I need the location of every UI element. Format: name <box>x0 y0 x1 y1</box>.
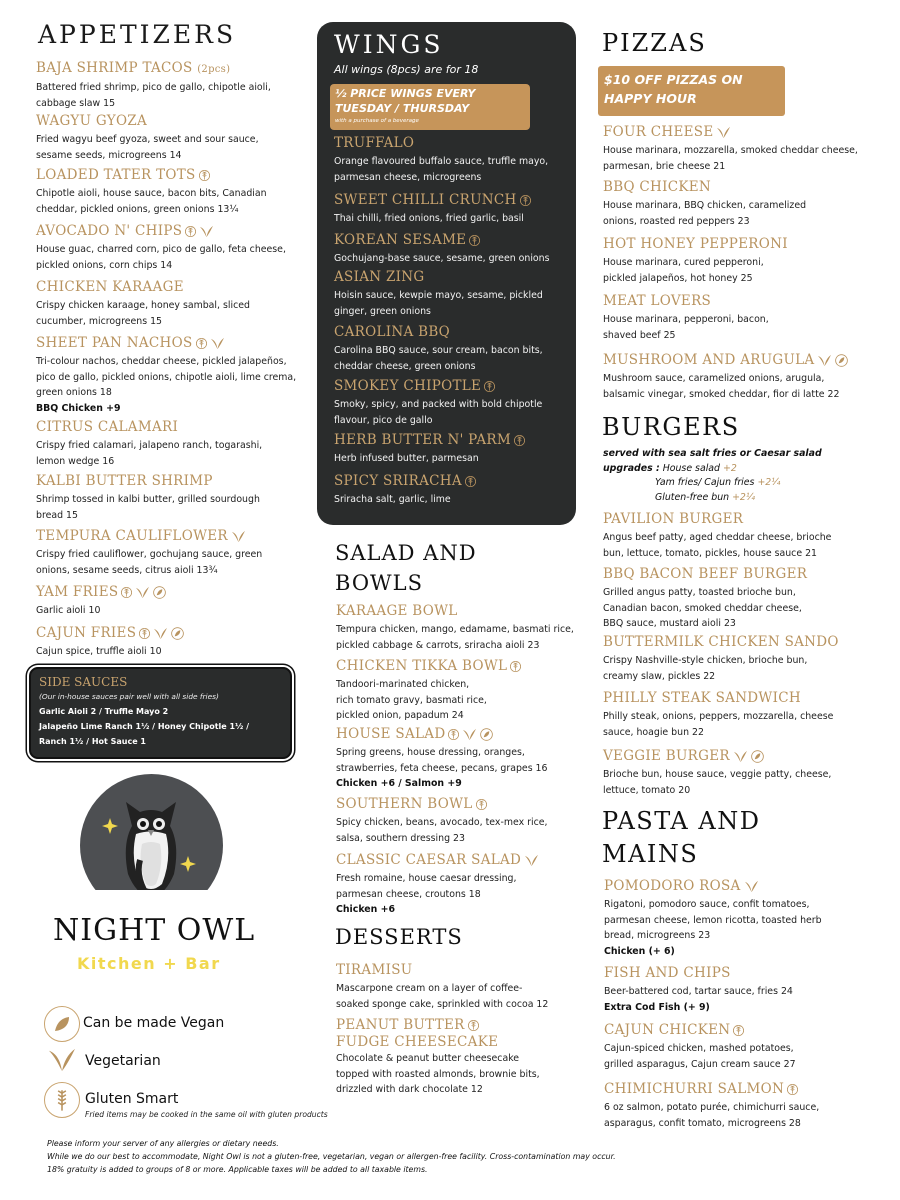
brand-name: NIGHT OWL <box>53 913 256 948</box>
footer-line: 18% gratuity is added to groups of 8 or more. Applicable taxes will be added to all taxable items. <box>47 1165 428 1174</box>
gluten-smart-icon <box>733 1024 744 1037</box>
item-name: SMOKEY CHIPOTLE <box>334 378 574 395</box>
item-desc: Crispy Nashville-style chicken, brioche bun, creamy slaw, pickles 22 <box>603 655 808 682</box>
item-desc: Garlic aioli 10 <box>36 605 101 616</box>
item-name: MUSHROOM AND ARUGULA <box>603 352 893 369</box>
gluten-smart-icon <box>484 380 495 393</box>
owl-logo <box>80 774 223 890</box>
menu-item <box>36 419 306 469</box>
item-desc: Beer-battered cod, tartar sauce, fries 24 <box>604 986 793 997</box>
pasta-title: PASTA AND MAINS <box>602 807 761 868</box>
item-desc: Battered fried shrimp, pico de gallo, chipotle aioli, cabbage slaw 15 <box>36 82 271 109</box>
wing-item <box>334 432 574 467</box>
item-name: CHIMICHURRI SALMON <box>604 1081 894 1098</box>
item-desc: Chocolate & peanut butter cheesecake topped with roasted almonds, brownie bits, drizzled with dark chocolate 12 <box>336 1053 540 1095</box>
item-desc: Gochujang-base sauce, sesame, green onions <box>334 253 550 264</box>
wing-item <box>334 378 574 428</box>
menu-item <box>36 60 306 111</box>
item-desc: Brioche bun, house sauce, veggie patty, cheese, lettuce, tomato 20 <box>603 769 832 796</box>
item-desc: Sriracha salt, garlic, lime <box>334 494 451 505</box>
legend-gluten-note: Fried items may be cooked in the same oil with gluten products <box>85 1110 328 1119</box>
item-name: CAROLINA BBQ <box>334 324 450 340</box>
gluten-smart-icon <box>787 1083 798 1096</box>
side-sauces-note: (Our in-house sauces pair well with all side fries) <box>39 692 219 701</box>
pizza-item <box>603 352 893 402</box>
menu-item <box>36 625 306 660</box>
item-name: BBQ BACON BEEF BURGER <box>603 566 808 582</box>
vegan-icon <box>751 750 764 763</box>
item-name: POMODORO ROSA <box>604 878 894 895</box>
burger-item <box>603 748 893 798</box>
salad-item <box>336 603 586 653</box>
item-note: (2pcs) <box>197 64 231 75</box>
pasta-item <box>604 1081 894 1131</box>
item-desc: House marinara, pepperoni, bacon, shaved beef 25 <box>603 314 769 341</box>
gluten-smart-icon <box>468 1019 479 1032</box>
item-desc: Herb infused butter, parmesan <box>334 453 479 464</box>
vegetarian-legend-icon <box>47 1047 77 1073</box>
item-desc: House guac, charred corn, pico de gallo, feta cheese, pickled onions, corn chips 14 <box>36 244 286 271</box>
pasta-item <box>604 878 894 959</box>
wings-subtitle: All wings (8pcs) are for 18 <box>334 63 479 76</box>
item-name: KARAAGE BOWL <box>336 603 458 619</box>
side-sauces-line: Ranch 1½ / Hot Sauce 1 <box>39 737 146 746</box>
item-name: SOUTHERN BOWL <box>336 796 586 813</box>
vegan-icon <box>480 728 493 741</box>
wing-item <box>334 324 574 374</box>
item-desc: Fresh romaine, house caesar dressing, parmesan cheese, croutons 18 <box>336 873 517 900</box>
promo-note: with a purchase of a beverage <box>335 118 419 124</box>
vegan-legend-icon <box>45 1007 79 1041</box>
pizza-item <box>603 293 893 343</box>
owl-illustration <box>80 774 223 890</box>
item-name: BUTTERMILK CHICKEN SANDO <box>603 634 839 650</box>
item-addon: Chicken +6 / Salmon +9 <box>336 778 462 789</box>
legend-vegan-label: Can be made Vegan <box>83 1015 225 1031</box>
dessert-item <box>336 962 586 1012</box>
burger-item <box>603 634 893 684</box>
burger-upgrade-line: Gluten-free bun +2¼ <box>655 491 755 503</box>
item-name: CLASSIC CAESAR SALAD <box>336 852 586 869</box>
side-sauces-box <box>29 667 292 759</box>
salad-item <box>336 726 586 791</box>
item-name: CHICKEN KARAAGE <box>36 279 184 295</box>
item-desc: Hoisin sauce, kewpie mayo, sesame, pickled ginger, green onions <box>334 290 543 317</box>
vegetarian-icon <box>231 530 246 543</box>
vegetarian-icon <box>524 854 539 867</box>
pizzas-title: PIZZAS <box>602 29 707 57</box>
vegetarian-icon <box>716 126 731 139</box>
vegetarian-icon <box>733 750 748 763</box>
item-name: FISH AND CHIPS <box>604 965 731 981</box>
gluten-smart-icon <box>520 194 531 207</box>
menu-item <box>36 113 306 163</box>
item-desc: Tandoori-marinated chicken, rich tomato gravy, basmati rice, pickled onion, papadum 24 <box>336 679 487 721</box>
item-desc: Carolina BBQ sauce, sour cream, bacon bits, cheddar cheese, green onions <box>334 345 543 372</box>
footer-notes <box>47 1137 616 1176</box>
item-desc: Angus beef patty, aged cheddar cheese, brioche bun, lettuce, tomato, pickles, house sauce 21 <box>603 532 832 559</box>
item-name: CAJUN FRIES <box>36 625 306 642</box>
salad-item <box>336 796 586 846</box>
salads-title: SALAD AND BOWLS <box>335 541 477 595</box>
brand-tagline: Kitchen + Bar <box>77 954 221 973</box>
side-sauces-line: Jalapeño Lime Ranch 1½ / Honey Chipotle 1½ / <box>39 722 250 731</box>
item-name: HERB BUTTER N' PARM <box>334 432 574 449</box>
item-name: AVOCADO N' CHIPS <box>36 223 306 240</box>
item-name: KOREAN SESAME <box>334 232 574 249</box>
gluten-legend-icon <box>48 1086 75 1113</box>
burger-item <box>603 690 893 740</box>
vegan-icon <box>153 586 166 599</box>
item-name: CHICKEN TIKKA BOWL <box>336 658 586 675</box>
wings-title: WINGS <box>334 30 444 59</box>
item-desc: Tri-colour nachos, cheddar cheese, pickled jalapeños, pico de gallo, pickled onions, chipotle aioli, lime crema, green onions 18 <box>36 356 297 398</box>
vegetarian-icon <box>199 225 214 238</box>
item-desc: House marinara, BBQ chicken, caramelized onions, roasted red peppers 23 <box>603 200 807 227</box>
item-name: CITRUS CALAMARI <box>36 419 179 435</box>
promo-line: TUESDAY / THURSDAY <box>335 102 470 115</box>
vegetarian-icon <box>462 728 477 741</box>
burger-item <box>603 566 893 632</box>
gluten-smart-icon <box>465 475 476 488</box>
burger-info <box>603 447 822 505</box>
vegetarian-icon <box>744 880 759 893</box>
promo-line: $10 OFF PIZZAS ON <box>604 72 743 87</box>
item-desc: Orange flavoured buffalo sauce, truffle mayo, parmesan cheese, microgreens <box>334 156 549 183</box>
burger-served-note: served with sea salt fries or Caesar salad <box>603 448 822 459</box>
item-name: LOADED TATER TOTS <box>36 167 306 184</box>
item-addon: BBQ Chicken +9 <box>36 402 121 414</box>
wing-item <box>334 192 574 227</box>
item-name: VEGGIE BURGER <box>603 748 893 765</box>
wings-promo-banner <box>330 84 530 130</box>
item-desc: Grilled angus patty, toasted brioche bun, Canadian bacon, smoked cheddar cheese, BBQ sauce, mustard aioli 23 <box>603 587 802 629</box>
item-name: KALBI BUTTER SHRIMP <box>36 473 213 489</box>
legend-vegetarian-label: Vegetarian <box>85 1053 161 1069</box>
side-sauces-title: SIDE SAUCES <box>39 675 128 689</box>
item-desc: Mushroom sauce, caramelized onions, arugula, balsamic vinegar, smoked cheddar, fior di latte 22 <box>603 373 840 400</box>
vegetarian-icon <box>817 354 832 367</box>
item-desc: Fried wagyu beef gyoza, sweet and sour sauce, sesame seeds, microgreens 14 <box>36 134 259 161</box>
item-name: HOUSE SALAD <box>336 726 586 743</box>
vegetarian-icon <box>135 586 150 599</box>
burgers-title: BURGERS <box>602 413 740 441</box>
item-desc: Crispy fried cauliflower, gochujang sauce, green onions, sesame seeds, citrus aioli 13¾ <box>36 549 263 576</box>
item-name: CAJUN CHICKEN <box>604 1022 894 1039</box>
item-desc: Mascarpone cream on a layer of coffee- soaked sponge cake, sprinkled with cocoa 12 <box>336 983 549 1010</box>
burger-upgrade-line: upgrades : House salad +2 <box>603 462 737 474</box>
burger-item <box>603 511 893 561</box>
item-name: TRUFFALO <box>334 135 415 151</box>
menu-item <box>36 335 306 416</box>
item-desc: Philly steak, onions, peppers, mozzarella, cheese sauce, hoagie bun 22 <box>603 711 834 738</box>
item-name: HOT HONEY PEPPERONI <box>603 236 788 252</box>
gluten-smart-icon <box>139 627 150 640</box>
menu-item <box>36 279 306 329</box>
wing-item <box>334 135 574 185</box>
item-name: BAJA SHRIMP TACOS (2pcs) <box>36 60 231 76</box>
burger-upgrade-line: Yam fries/ Cajun fries +2¼ <box>655 477 781 488</box>
gluten-smart-icon <box>185 225 196 238</box>
menu-item <box>36 528 306 578</box>
pizza-item <box>603 179 893 229</box>
vegetarian-icon <box>153 627 168 640</box>
item-name: FOUR CHEESE <box>603 124 893 141</box>
item-desc: Cajun spice, truffle aioli 10 <box>36 646 162 657</box>
item-name: YAM FRIES <box>36 584 306 601</box>
vegan-icon <box>171 627 184 640</box>
item-addon: Extra Cod Fish (+ 9) <box>604 1001 710 1013</box>
side-sauces-line: Garlic Aioli 2 / Truffle Mayo 2 <box>39 707 169 716</box>
gluten-legend-badge <box>44 1082 80 1118</box>
item-desc: House marinara, cured pepperoni, pickled jalapeños, hot honey 25 <box>603 257 764 284</box>
item-desc: Tempura chicken, mango, edamame, basmati rice, pickled cabbage & carrots, sriracha aioli 23 <box>336 624 574 651</box>
gluten-smart-icon <box>469 234 480 247</box>
salad-item <box>336 658 586 724</box>
item-desc: Chipotle aioli, house sauce, bacon bits, Canadian cheddar, pickled onions, green onions 13¼ <box>36 188 267 215</box>
appetizers-title: APPETIZERS <box>38 20 237 49</box>
item-name: PEANUT BUTTER <box>336 1017 586 1034</box>
pizza-promo-banner <box>598 66 785 116</box>
item-desc: Thai chilli, fried onions, fried garlic, basil <box>334 213 524 224</box>
item-name: SHEET PAN NACHOS <box>36 335 306 352</box>
item-desc: 6 oz salmon, potato purée, chimichurri sauce, asparagus, confit tomato, microgreens 28 <box>604 1102 820 1129</box>
menu-item <box>36 223 306 273</box>
pasta-item <box>604 965 894 1015</box>
salad-item <box>336 852 586 917</box>
vegetarian-icon <box>210 337 225 350</box>
gluten-smart-icon <box>514 434 525 447</box>
promo-line: ½ PRICE WINGS EVERY <box>335 87 476 100</box>
item-desc: Cajun-spiced chicken, mashed potatoes, grilled asparagus, Cajun cream sauce 27 <box>604 1043 796 1070</box>
desserts-title: DESSERTS <box>335 925 463 949</box>
item-desc: Smoky, spicy, and packed with bold chipotle flavour, pico de gallo <box>334 399 543 426</box>
wing-item <box>334 473 574 508</box>
item-name: TIRAMISU <box>336 962 413 978</box>
menu-item <box>36 167 306 217</box>
item-desc: Spring greens, house dressing, oranges, strawberries, feta cheese, pecans, grapes 16 <box>336 747 548 774</box>
item-name: PHILLY STEAK SANDWICH <box>603 690 801 706</box>
gluten-smart-icon <box>199 169 210 182</box>
gluten-smart-icon <box>476 798 487 811</box>
item-name: PAVILION BURGER <box>603 511 744 527</box>
legend-gluten-label: Gluten Smart <box>85 1091 179 1107</box>
pizza-item <box>603 124 893 174</box>
item-desc: Crispy fried calamari, jalapeno ranch, togarashi, lemon wedge 16 <box>36 440 263 467</box>
item-name: MEAT LOVERS <box>603 293 712 309</box>
footer-line: While we do our best to accommodate, Night Owl is not a gluten-free, vegetarian, vegan or allergen-free facility. Cross-contamination may occur. <box>47 1152 616 1161</box>
item-desc: Spicy chicken, beans, avocado, tex-mex rice, salsa, southern dressing 23 <box>336 817 548 844</box>
item-addon: Chicken +6 <box>336 904 395 915</box>
gluten-smart-icon <box>196 337 207 350</box>
pasta-item <box>604 1022 894 1072</box>
gluten-smart-icon <box>448 728 459 741</box>
item-name: TEMPURA CAULIFLOWER <box>36 528 306 545</box>
item-name: ASIAN ZING <box>334 269 425 285</box>
item-name: SWEET CHILLI CRUNCH <box>334 192 574 209</box>
item-addon: Chicken (+ 6) <box>604 945 675 957</box>
promo-line: HAPPY HOUR <box>604 91 697 106</box>
item-name: SPICY SRIRACHA <box>334 473 574 490</box>
item-name-line2: FUDGE CHEESECAKE <box>336 1034 499 1050</box>
wing-item <box>334 269 574 319</box>
item-desc: House marinara, mozzarella, smoked cheddar cheese, parmesan, brie cheese 21 <box>603 145 858 172</box>
item-desc: Rigatoni, pomodoro sauce, confit tomatoes, parmesan cheese, lemon ricotta, toasted herb bread, microgreens 23 <box>604 899 822 941</box>
menu-item <box>36 473 306 523</box>
item-desc: Crispy chicken karaage, honey sambal, sliced cucumber, microgreens 15 <box>36 300 250 327</box>
footer-line: Please inform your server of any allergies or dietary needs. <box>47 1139 279 1148</box>
item-desc: Shrimp tossed in kalbi butter, grilled sourdough bread 15 <box>36 494 260 521</box>
vegan-icon <box>835 354 848 367</box>
menu-item <box>36 584 306 619</box>
pizza-item <box>603 236 893 286</box>
wing-item <box>334 232 574 267</box>
dessert-item <box>336 1017 586 1098</box>
vegan-legend-badge <box>44 1006 80 1042</box>
gluten-smart-icon <box>121 586 132 599</box>
item-name: WAGYU GYOZA <box>36 113 148 129</box>
gluten-smart-icon <box>510 660 521 673</box>
item-name: BBQ CHICKEN <box>603 179 712 195</box>
